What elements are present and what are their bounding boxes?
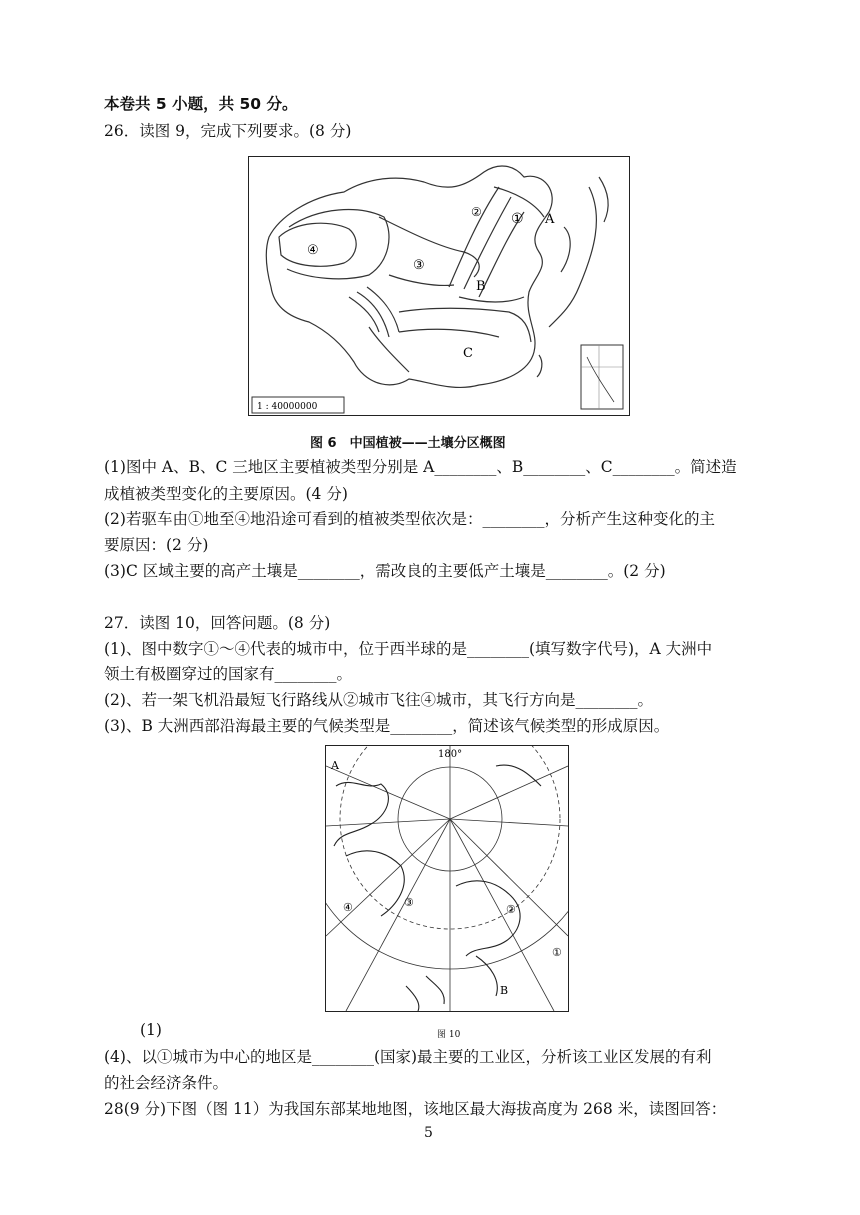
label-C: C <box>463 346 473 361</box>
arctic-polar-map <box>325 745 569 1012</box>
label-A: A <box>331 759 339 772</box>
q28-stem: 28(9 分)下图（图 11）为我国东部某地地图，该地区最大海拔高度为 268 米，读图回答： <box>104 1100 727 1118</box>
q27-part1-line2: 领土有极圈穿过的国家有________。 <box>104 665 353 683</box>
q26-part1-line2: 成植被类型变化的主要原因。(4 分) <box>104 485 348 503</box>
china-map-drawing <box>249 157 629 415</box>
q27-part4-line2: 的社会经济条件。 <box>104 1074 229 1092</box>
label-A: A <box>545 212 555 227</box>
stray-label: (1) <box>140 1021 162 1039</box>
figure-10-caption: 图 10 <box>437 1030 461 1040</box>
label-circle-4: ④ <box>307 243 319 258</box>
china-vegetation-soil-map <box>248 156 630 416</box>
q27-part2: (2)、若一架飞机沿最短飞行路线从②城市飞往④城市，其飞行方向是________。 <box>104 691 653 709</box>
label-B: B <box>476 279 486 294</box>
label-circle-4: ④ <box>343 901 353 914</box>
page-number: 5 <box>424 1125 433 1141</box>
figure-6-caption: 图 6 中国植被——土壤分区概图 <box>310 436 506 451</box>
q27-part1-line1: (1)、图中数字①～④代表的城市中，位于西半球的是________(填写数字代号)，A 大洲中 <box>104 640 713 658</box>
q26-stem: 26．读图 9，完成下列要求。(8 分) <box>104 122 352 140</box>
q27-part4-line1: (4)、以①城市为中心的地区是________(国家)最主要的工业区，分析该工业区发展的有利 <box>104 1048 712 1066</box>
label-B: B <box>500 984 509 997</box>
q27-part3: (3)、B 大洲西部沿海最主要的气候类型是________，简述该气候类型的形成原因。 <box>104 717 670 735</box>
polar-map-drawing <box>326 746 568 1011</box>
label-circle-2: ② <box>471 205 482 219</box>
label-180: 180° <box>438 749 463 760</box>
map-scale: 1 : 40000000 <box>257 402 318 412</box>
label-circle-2: ② <box>506 903 516 916</box>
q27-stem: 27．读图 10，回答问题。(8 分) <box>104 614 331 632</box>
label-circle-3: ③ <box>404 896 414 909</box>
q26-part2-line1: (2)若驱车由①地至④地沿途可看到的植被类型依次是：________，分析产生这种变化的主 <box>104 510 715 528</box>
q26-part2-line2: 要原因：(2 分) <box>104 536 209 554</box>
q26-part1-line1: (1)图中 A、B、C 三地区主要植被类型分别是 A________、B________、C________。简述造 <box>104 458 737 476</box>
label-circle-1: ① <box>552 946 562 959</box>
label-circle-1: ① <box>511 211 524 227</box>
label-circle-3: ③ <box>413 258 425 273</box>
q26-part3: (3)C 区域主要的高产土壤是________，需改良的主要低产土壤是________。(2 分) <box>104 562 666 580</box>
section-header: 本卷共 5 小题，共 50 分。 <box>104 95 298 113</box>
